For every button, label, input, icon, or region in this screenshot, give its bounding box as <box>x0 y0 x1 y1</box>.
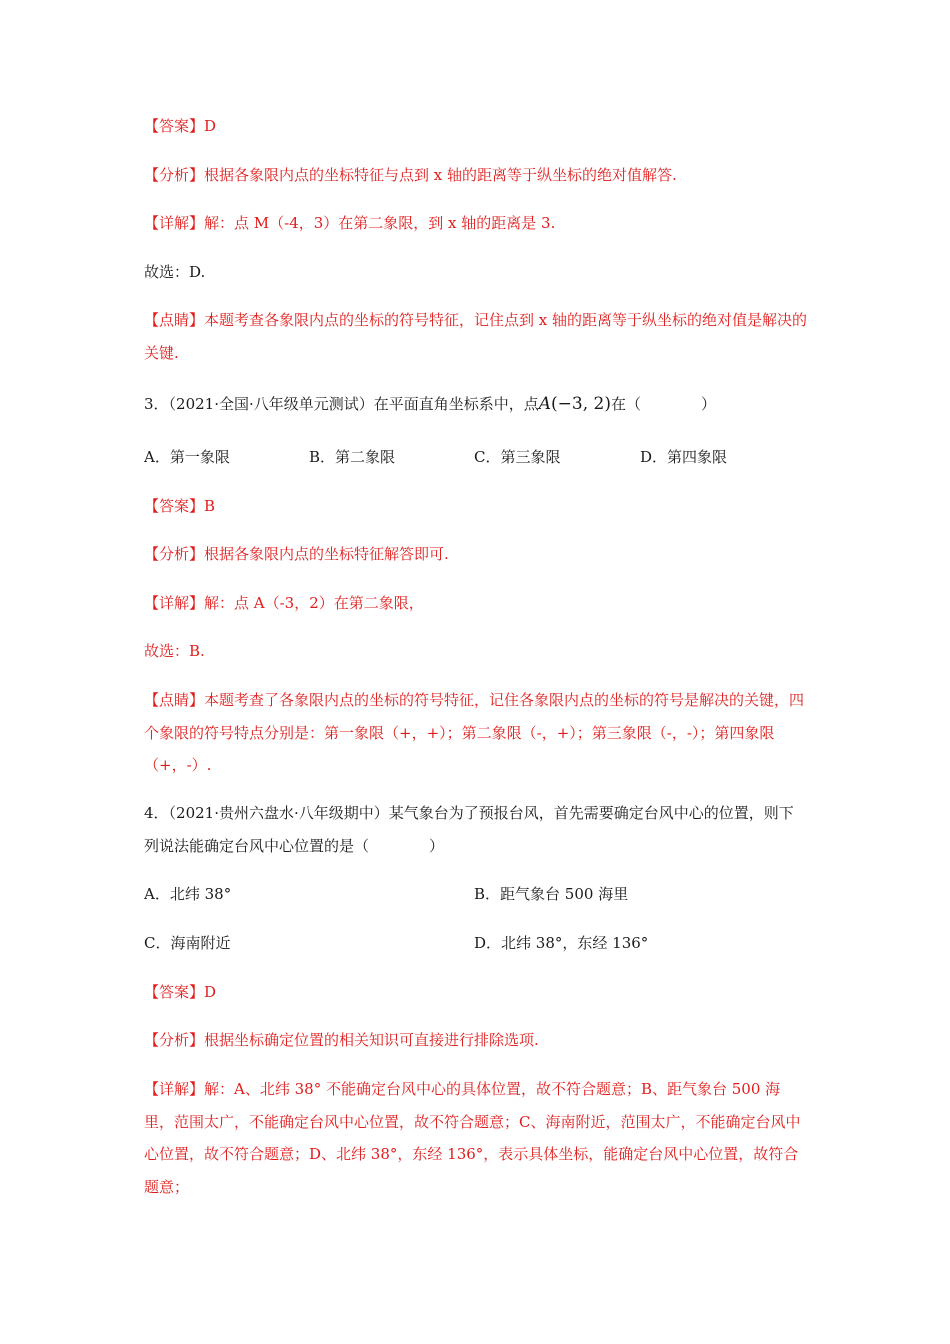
q3-answer: 【答案】B <box>144 497 216 515</box>
q3-point-label: A <box>538 394 552 414</box>
q3-option-a: A．第一象限 <box>144 448 230 466</box>
q4-analysis: 【分析】根据坐标确定位置的相关知识可直接进行排除选项. <box>144 1031 539 1049</box>
q4-option-a: A．北纬 38° <box>144 885 232 903</box>
q4-option-c: C．海南附近 <box>144 934 231 952</box>
q4-stem: 4．（2021·贵州六盘水·八年级期中）某气象台为了预报台风，首先需要确定台风中心的位置，则下列说法能确定台风中心位置的是（ ） <box>144 804 794 855</box>
q2-comment: 【点睛】本题考查各象限内点的坐标的符号特征，记住点到 x 轴的距离等于纵坐标的绝对值是解决的关键. <box>144 311 808 362</box>
q2-detail: 【详解】解：点 M（-4，3）在第二象限，到 x 轴的距离是 3. <box>144 214 556 232</box>
q3-point-coords: (−3, 2) <box>551 394 611 414</box>
q4-option-d: D．北纬 38°，东经 136° <box>474 934 649 952</box>
q3-stem-prefix: 3．（2021·全国·八年级单元测试）在平面直角坐标系中，点 <box>144 395 539 413</box>
q3-stem-suffix: 在（ ） <box>611 395 717 413</box>
q3-detail: 【详解】解：点 A（-3，2）在第二象限， <box>144 594 424 612</box>
q2-analysis: 【分析】根据各象限内点的坐标特征与点到 x 轴的距离等于纵坐标的绝对值解答. <box>144 166 677 184</box>
q4-detail: 【详解】解：A、北纬 38° 不能确定台风中心的具体位置，故不符合题意；B、距气象台 500 海里，范围太广，不能确定台风中心位置，故不符合题意；C、海南附近，范围太广，不能确定台风中心位置，故不符合题意；D、北纬 38°，东经 136°，表示具体坐标，能确定台风中心位置，故符合题意； <box>144 1080 801 1196</box>
q2-answer: 【答案】D <box>144 117 217 135</box>
q3-option-d: D．第四象限 <box>640 448 728 466</box>
q3-stem <box>144 388 814 420</box>
q2-choose: 故选：D. <box>144 263 206 281</box>
q3-comment: 【点睛】本题考查了各象限内点的坐标的符号特征，记住各象限内点的坐标的符号是解决的关键，四个象限的符号特点分别是：第一象限（+，+）；第二象限（-，+）；第三象限（-，-）；第四象限（+，-）. <box>144 691 805 774</box>
q3-analysis: 【分析】根据各象限内点的坐标特征解答即可. <box>144 545 449 563</box>
q4-option-b: B．距气象台 500 海里 <box>474 885 629 903</box>
q3-choose: 故选：B. <box>144 642 205 660</box>
q3-option-b: B．第二象限 <box>309 448 396 466</box>
q3-option-c: C．第三象限 <box>474 448 561 466</box>
q4-answer: 【答案】D <box>144 983 217 1001</box>
